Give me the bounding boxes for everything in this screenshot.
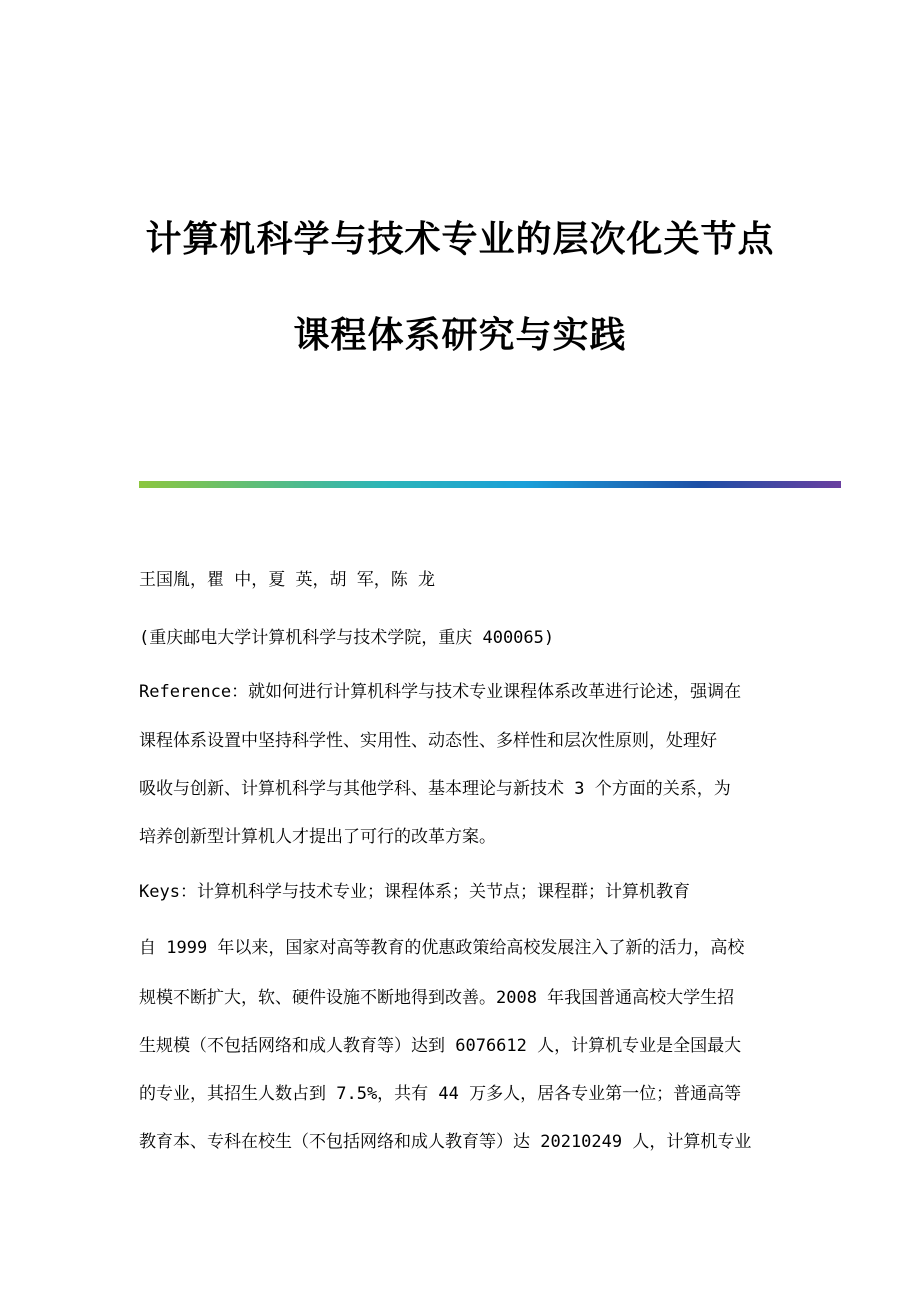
body-line: 的专业，其招生人数占到 7.5%，共有 44 万多人，居各专业第一位；普通高等: [139, 1084, 742, 1104]
abstract-line: 课程体系设置中坚持科学性、实用性、动态性、多样性和层次性原则，处理好: [139, 731, 717, 751]
title-line-1: 计算机科学与技术专业的层次化关节点: [145, 219, 775, 260]
keywords-line: Keys：计算机科学与技术专业；课程体系；关节点；课程群；计算机教育: [139, 882, 690, 902]
abstract-line: 吸收与创新、计算机科学与其他学科、基本理论与新技术 3 个方面的关系，为: [139, 779, 731, 799]
affiliation: (重庆邮电大学计算机科学与技术学院，重庆 400065): [139, 628, 555, 648]
body-line: 生规模（不包括网络和成人教育等）达到 6076612 人，计算机专业是全国最大: [139, 1036, 742, 1056]
gradient-divider: [139, 481, 841, 488]
body-line: 教育本、专科在校生（不包括网络和成人教育等）达 20210249 人，计算机专业: [139, 1132, 752, 1152]
title-line-2: 课程体系研究与实践: [293, 315, 627, 356]
abstract-line: Reference：就如何进行计算机科学与技术专业课程体系改革进行论述，强调在: [139, 682, 742, 702]
body-line: 自 1999 年以来，国家对高等教育的优惠政策给高校发展注入了新的活力，高校: [139, 938, 745, 958]
abstract-line: 培养创新型计算机人才提出了可行的改革方案。: [139, 827, 496, 847]
authors: 王国胤，瞿 中，夏 英，胡 军，陈 龙: [139, 570, 435, 590]
body-line: 规模不断扩大，软、硬件设施不断地得到改善。2008 年我国普通高校大学生招: [139, 988, 735, 1008]
